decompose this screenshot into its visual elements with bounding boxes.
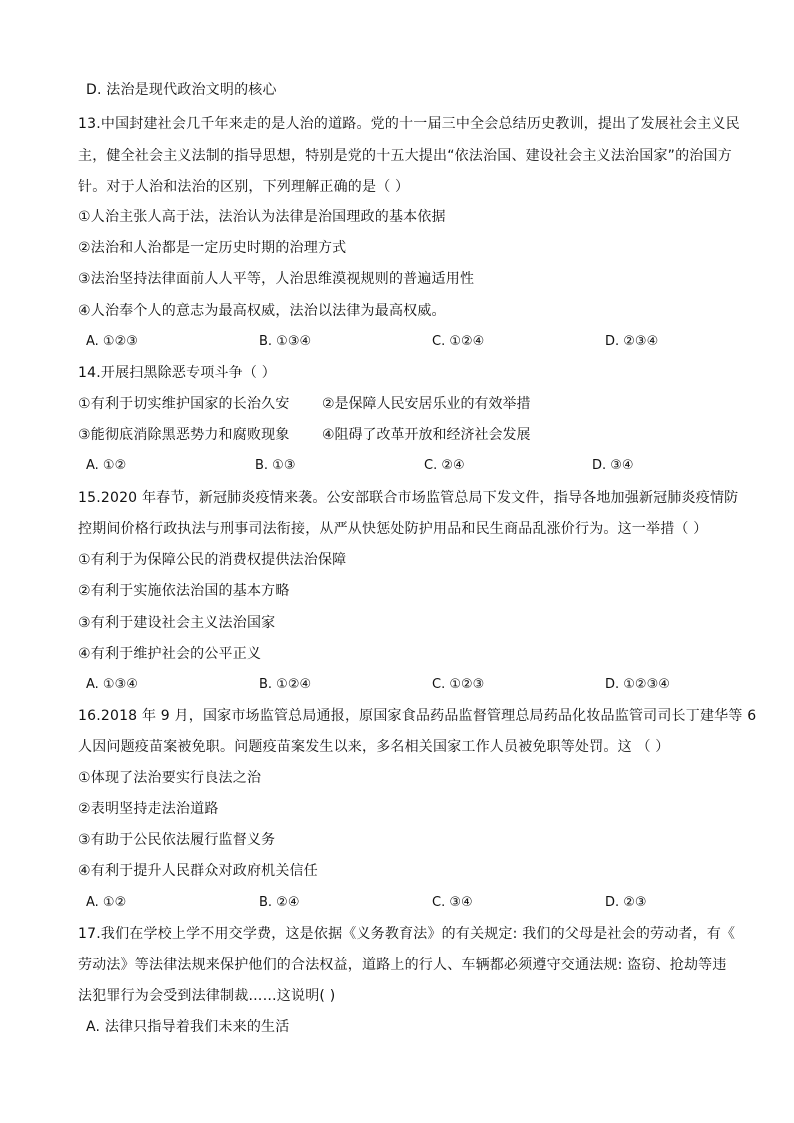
q13-stem-line-3: 针。对于人治和法治的区别，下列理解正确的是（ ） <box>78 179 410 195</box>
q14-item-3: ③能彻底消除黑恶势力和腐败现象 <box>78 427 290 443</box>
q14-item-4: ④阻碍了改革开放和经济社会发展 <box>322 427 531 443</box>
q13-stem-line-1: 13.中国封建社会几千年来走的是人治的道路。党的十一届三中全会总结历史教训，提出了发展社会主义民 <box>78 116 740 132</box>
q16-option-d[interactable]: D. ②③ <box>605 895 647 910</box>
q14-option-d[interactable]: D. ③④ <box>592 458 634 473</box>
q14-item-1: ①有利于切实维护国家的长治久安 <box>78 396 290 412</box>
q15-stem-line-2: 控期间价格行政执法与刑事司法衔接，从严从快惩处防护用品和民生商品乱涨价行为。这一举措（ ） <box>78 521 708 537</box>
q16-item-1: ①体现了法治要实行良法之治 <box>78 770 262 786</box>
q15-option-b[interactable]: B. ①②④ <box>259 677 312 692</box>
q17-stem-line-2: 劳动法》等法律法规来保护他们的合法权益，道路上的行人、车辆都必须遵守交通法规: 盗窃、抢劫等违 <box>78 957 727 973</box>
q16-stem-line-1: 16.2018 年 9 月，国家市场监管总局通报，原国家食品药品监督管理总局药品化妆品监管司司长丁建华等 6 <box>78 708 757 724</box>
q17-option-a[interactable]: A. 法律只指导着我们未来的生活 <box>86 1019 290 1035</box>
q16-stem-line-2: 人因问题疫苗案被免职。问题疫苗案发生以来，多名相关国家工作人员被免职等处罚。这 （ ） <box>78 739 670 755</box>
q13-option-b[interactable]: B. ①③④ <box>259 334 312 349</box>
q13-item-1: ①人治主张人高于法，法治认为法律是治国理政的基本依据 <box>78 209 446 225</box>
q13-option-c[interactable]: C. ①②④ <box>432 334 485 349</box>
q15-item-3: ③有利于建设社会主义法治国家 <box>78 615 276 631</box>
q13-option-d[interactable]: D. ②③④ <box>605 334 659 349</box>
q14-option-a[interactable]: A. ①② <box>86 458 127 473</box>
q15-item-1: ①有利于为保障公民的消费权提供法治保障 <box>78 552 347 568</box>
q14-stem: 14.开展扫黑除恶专项斗争（ ） <box>78 365 276 381</box>
q13-option-a[interactable]: A. ①②③ <box>86 334 138 349</box>
q16-item-2: ②表明坚持走法治道路 <box>78 801 219 817</box>
q16-item-3: ③有助于公民依法履行监督义务 <box>78 832 276 848</box>
q13-item-4: ④人治奉个人的意志为最高权威，法治以法律为最高权威。 <box>78 303 446 319</box>
q15-option-d[interactable]: D. ①②③④ <box>605 677 670 692</box>
q15-stem-line-1: 15.2020 年春节，新冠肺炎疫情来袭。公安部联合市场监管总局下发文件，指导各地加强新冠肺炎疫情防 <box>78 490 739 506</box>
q16-item-4: ④有利于提升人民群众对政府机关信任 <box>78 863 318 879</box>
q17-stem-line-1: 17.我们在学校上学不用交学费，这是依据《义务教育法》的有关规定: 我们的父母是社会的劳动者，有《 <box>78 926 736 942</box>
q12-option-d: D. 法治是现代政治文明的核心 <box>86 82 277 98</box>
q16-option-c[interactable]: C. ③④ <box>432 895 473 910</box>
q13-item-2: ②法治和人治都是一定历史时期的治理方式 <box>78 240 347 256</box>
q15-item-4: ④有利于维护社会的公平正义 <box>78 646 262 662</box>
q13-item-3: ③法治坚持法律面前人人平等，人治思维漠视规则的普遍适用性 <box>78 271 475 287</box>
q13-stem-line-2: 主，健全社会主义法制的指导思想，特别是党的十五大提出“依法治国、建设社会主义法治国家”的治国方 <box>78 148 732 164</box>
q16-option-b[interactable]: B. ②④ <box>259 895 300 910</box>
q15-option-c[interactable]: C. ①②③ <box>432 677 485 692</box>
q15-option-a[interactable]: A. ①③④ <box>86 677 138 692</box>
q14-option-c[interactable]: C. ②④ <box>424 458 465 473</box>
q14-item-2: ②是保障人民安居乐业的有效举措 <box>322 396 531 412</box>
q17-stem-line-3: 法犯罪行为会受到法律制裁……这说明( ) <box>78 988 336 1004</box>
q16-option-a[interactable]: A. ①② <box>86 895 127 910</box>
q14-option-b[interactable]: B. ①③ <box>255 458 296 473</box>
q15-item-2: ②有利于实施依法治国的基本方略 <box>78 583 290 599</box>
